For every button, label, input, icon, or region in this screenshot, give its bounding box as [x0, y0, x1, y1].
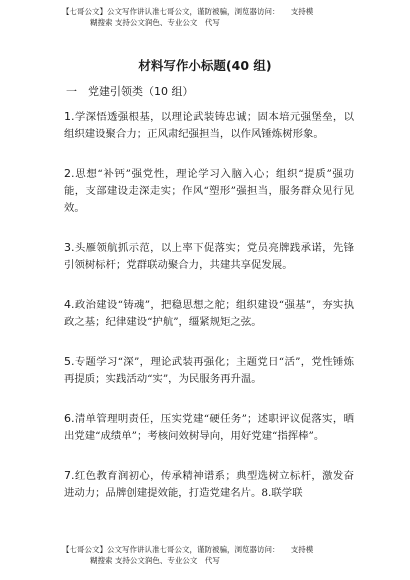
list-item — [64, 410, 354, 445]
item-number: 2. — [64, 167, 75, 180]
item-number: 3. — [64, 241, 75, 254]
item-number: 4. — [64, 298, 75, 311]
list-item — [64, 165, 354, 217]
header-line-1: 【七哥公文】公文写作讲认准七哥公文，谨防被骗，浏览器访问： 支持模 — [62, 7, 314, 16]
item-text: 红色教育润初心，传承精神谱系；典型选树立标杆，激发奋进动力；品牌创建提效能，打造党建名片。8.联学联 — [64, 470, 354, 499]
list-item — [64, 353, 354, 388]
header-line-2: 糊搜索 支持公文润色、专业公文 代写 — [90, 18, 220, 27]
footer-line-2: 糊搜索 支持公文润色、专业公文 代写 — [90, 556, 220, 565]
page-footer — [62, 544, 352, 566]
item-text: 思想“补钙”强党性，理论学习入脑入心；组织“提质”强功能，支部建设走深走实；作风“塑形”强担当，服务群众见行见效。 — [64, 168, 354, 214]
item-text: 专题学习“深”，理论武装再强化；主题党日“活”，党性锤炼再提质；实践活动“实”，为民服务再升温。 — [64, 356, 354, 385]
item-text: 头雁领航抓示范，以上率下促落实；党员亮牌践承诺，先锋引领树标杆；党群联动聚合力，共建共享促发展。 — [64, 242, 354, 271]
list-item — [64, 239, 354, 274]
item-number: 6. — [64, 412, 75, 425]
item-text: 政治建设“铸魂”，把稳思想之舵；组织建设“强基”，夯实执政之基；纪律建设“护航”，缰紧规矩之弦。 — [64, 299, 354, 328]
list-item — [64, 296, 354, 331]
item-text: 学深悟透强根基，以理论武装铸忠诚；固本培元强堡垒，以组织建设聚合力；正风肃纪强担当，以作风锤炼树形象。 — [64, 111, 354, 140]
item-list — [64, 108, 354, 524]
item-number: 1. — [64, 110, 75, 123]
item-number: 7. — [64, 469, 75, 482]
item-text: 清单管理明责任，压实党建“硬任务”；述职评议促落实，晒出党建“成绩单”；考核问效树导向，用好党建“指挥棒”。 — [64, 413, 354, 442]
item-number: 5. — [64, 355, 75, 368]
document-title: 材料写作小标题(40 组) — [138, 58, 272, 73]
footer-line-1: 【七哥公文】公文写作讲认准七哥公文，谨防被骗，浏览器访问： 支持模 — [62, 545, 314, 554]
page-header — [62, 6, 352, 28]
list-item — [64, 467, 354, 502]
list-item — [64, 108, 354, 143]
section-heading: 一 党建引领类（10 组） — [66, 85, 194, 98]
